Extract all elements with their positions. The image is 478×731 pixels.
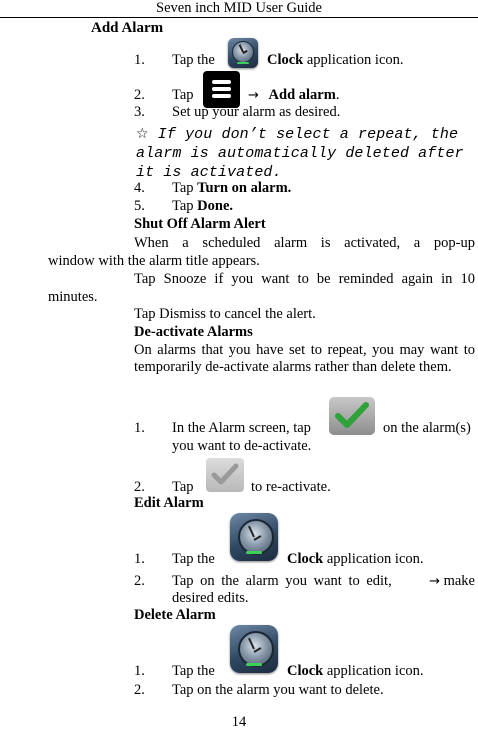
- step-text: Tap on the alarm you want to edit, → make: [172, 573, 475, 589]
- paragraph-line: window with the alarm title appears.: [48, 253, 260, 269]
- page-header: Seven inch MID User Guide: [156, 0, 322, 16]
- step-number: 2.: [134, 573, 145, 589]
- step-number: 2.: [134, 87, 145, 103]
- deactivate-heading: De-activate Alarms: [134, 324, 253, 340]
- step-text: Tap Done.: [172, 198, 234, 214]
- paragraph-line: Tap Dismiss to cancel the alert.: [134, 306, 316, 322]
- clock-label: Clock: [267, 52, 304, 68]
- step-pre: In the Alarm screen, tap: [172, 420, 311, 436]
- done-label: Done.: [197, 198, 234, 214]
- step-number: 1.: [134, 551, 145, 567]
- arrow-icon: →: [248, 88, 259, 103]
- step-text: Set up your alarm as desired.: [172, 104, 341, 120]
- delete-alarm-heading: Delete Alarm: [134, 607, 216, 623]
- menu-icon: [203, 71, 240, 108]
- step-number: 4.: [134, 180, 145, 196]
- step-text-rest: [267, 52, 404, 69]
- step-pre: Tap: [172, 87, 194, 103]
- step-text: [172, 52, 215, 69]
- step-text: Tap on the alarm you want to delete.: [172, 682, 384, 698]
- step-line2: you want to de-activate.: [172, 438, 312, 454]
- step-number: 1.: [134, 420, 145, 436]
- shut-off-heading: Shut Off Alarm Alert: [134, 216, 266, 232]
- arrow-icon: →: [429, 574, 440, 589]
- paragraph-line: Tap Snooze if you want to be reminded again in 10: [134, 271, 475, 287]
- step-text-rest: Clock application icon.: [287, 663, 424, 679]
- step-pre: Tap the: [172, 52, 215, 68]
- deactivate-paragraph: On alarms that you have set to repeat, you may want to temporarily de-activate alarms rather than delete them.: [134, 342, 475, 375]
- note: [136, 125, 476, 182]
- step-text-rest: → Add alarm.: [248, 87, 340, 103]
- page-number: 14: [231, 714, 247, 730]
- step-pre: Tap the: [172, 551, 215, 567]
- header-rule: [0, 17, 478, 18]
- step-post: to re-activate.: [251, 479, 331, 495]
- clock-icon: [230, 513, 278, 561]
- clock-label: Clock: [287, 551, 324, 567]
- step-number: 2.: [134, 682, 145, 698]
- step-line2: desired edits.: [172, 590, 249, 606]
- add-alarm-label: Add alarm: [268, 87, 336, 103]
- note-text: If you don’t select a repeat, the alarm is automatically deleted after it is activated.: [136, 126, 464, 181]
- turn-on-alarm-label: Turn on alarm.: [197, 180, 292, 196]
- step-post: application icon.: [306, 52, 404, 68]
- add-alarm-heading: Add Alarm: [91, 20, 164, 36]
- step-number: 3.: [134, 104, 145, 120]
- paragraph-line: minutes.: [48, 289, 98, 305]
- step-number: 2.: [134, 479, 145, 495]
- step-post: on the alarm(s): [383, 420, 471, 436]
- check-green-icon: [329, 397, 375, 435]
- check-gray-icon: [206, 458, 244, 492]
- edit-alarm-heading: Edit Alarm: [134, 495, 204, 511]
- step-number: 1.: [134, 52, 145, 68]
- clock-icon: [230, 625, 278, 673]
- star-icon: ☆: [136, 126, 149, 142]
- step-text-rest: Clock application icon.: [287, 551, 424, 567]
- step-number: 1.: [134, 663, 145, 679]
- step-pre: Tap the: [172, 663, 215, 679]
- clock-icon: [228, 38, 258, 68]
- clock-label: Clock: [287, 663, 324, 679]
- step-pre: Tap: [172, 479, 194, 495]
- step-text: Tap Turn on alarm.: [172, 180, 292, 196]
- paragraph-line: When a scheduled alarm is activated, a pop-up: [134, 235, 475, 251]
- step-number: 5.: [134, 198, 145, 214]
